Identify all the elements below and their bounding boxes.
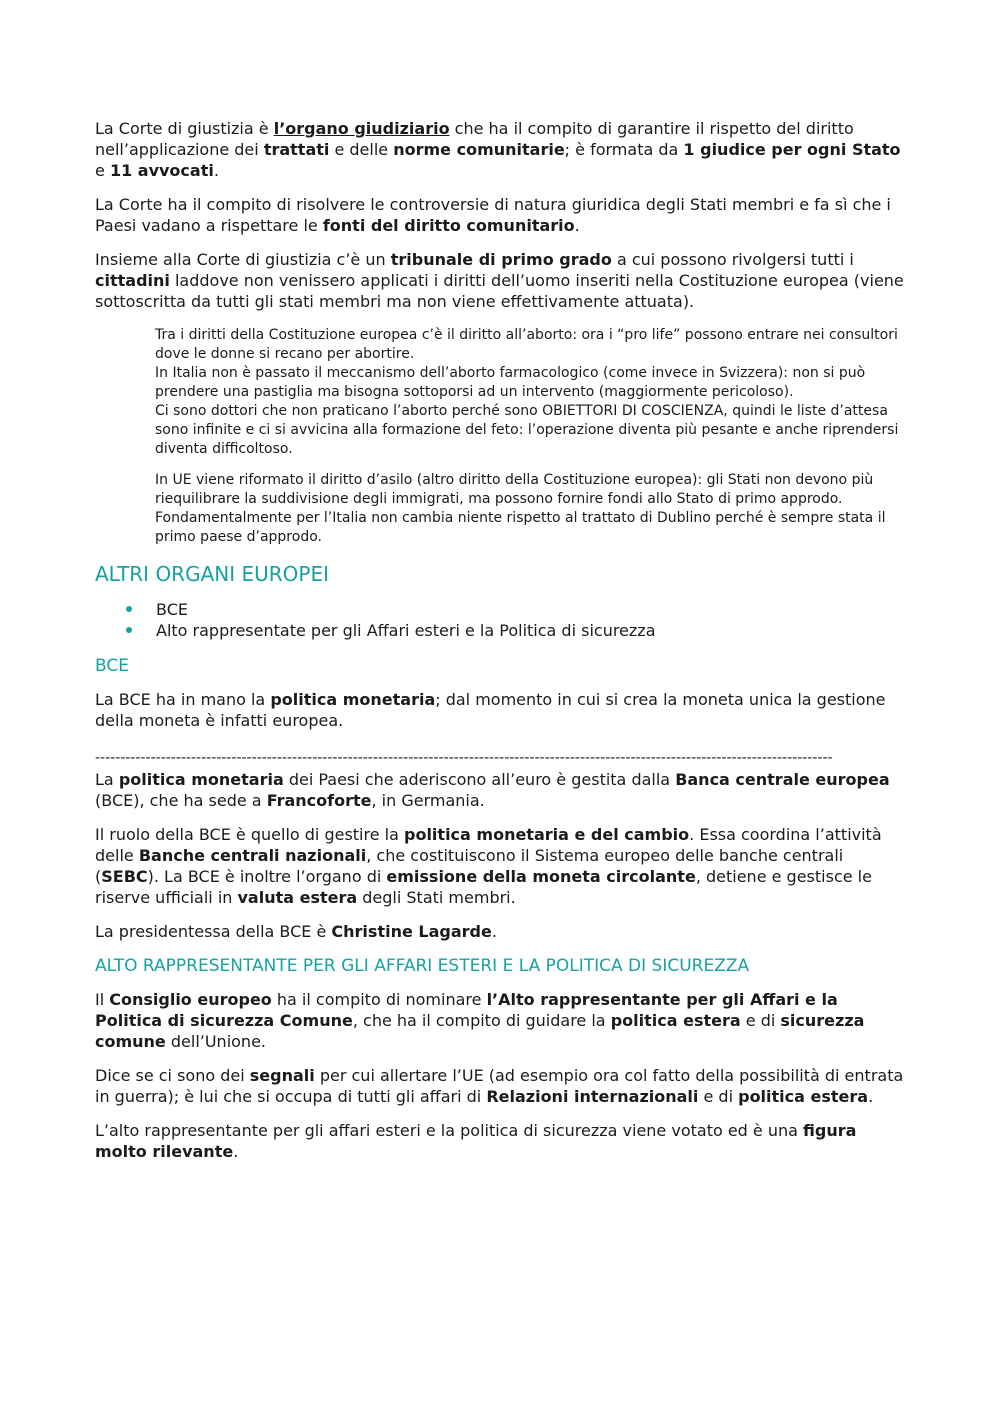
- indented-notes: [155, 326, 906, 547]
- paragraph-ruolo-bce: Il ruolo della BCE è quello di gestire la politica monetaria e del cambio. Essa coordina l’attività delle Banche centrali nazionali, che costituiscono il Sistema europeo delle banche centrali (SEBC). La BCE è inoltre l’organo di emissione della moneta circolante, detiene e gestisce le riserve ufficiali in valuta estera degli Stati membri.: [95, 825, 882, 907]
- paragraph-controversie: La Corte ha il compito di risolvere le controversie di natura giuridica degli Stati membri e fa sì che i Paesi vadano a rispettare le fonti del diritto comunitario.: [95, 195, 891, 235]
- paragraph-presidentessa: La presidentessa della BCE è Christine Lagarde.: [95, 922, 497, 941]
- paragraph-consiglio-europeo: Il Consiglio europeo ha il compito di nominare l’Alto rappresentante per gli Affari e la Politica di sicurezza Comune, che ha il compito di guidare la politica estera e di sicurezza comune dell’Unione.: [95, 990, 865, 1051]
- paragraph-banca-centrale: La politica monetaria dei Paesi che aderiscono all’euro è gestita dalla Banca centrale europea (BCE), che ha sede a Francoforte, in Germania.: [95, 770, 890, 810]
- organo-giudiziario: l’organo giudiziario: [273, 119, 450, 138]
- dashed-separator: --------------------------------------------------------------------------------------------------------------------------------------------------: [95, 750, 833, 766]
- heading-alto-rappresentante: ALTO RAPPRESENTANTE PER GLI AFFARI ESTERI E LA POLITICA DI SICUREZZA: [95, 956, 750, 976]
- heading-altri-organi: ALTRI ORGANI EUROPEI: [95, 562, 329, 586]
- note-asilo: In UE viene riformato il diritto d’asilo (altro diritto della Costituzione europea): gli Stati non devono più riequilibrare la suddivisione degli immigrati, ma possono fornire fondi allo Stato di primo approdo. Fondamentalmente per l’Italia non cambia niente rispetto al trattato di Dublino perché è sempre stata il primo paese d’approdo.: [155, 472, 886, 545]
- heading-bce: BCE: [95, 656, 129, 676]
- list-item: Alto rappresentate per gli Affari esteri e la Politica di sicurezza: [126, 620, 906, 641]
- list-item: BCE: [126, 599, 906, 620]
- organs-list: [95, 599, 906, 641]
- paragraph-segnali: Dice se ci sono dei segnali per cui allertare l’UE (ad esempio ora col fatto della possibilità di entrata in guerra); è lui che si occupa di tutti gli affari di Relazioni internazionali e di politica estera.: [95, 1066, 904, 1106]
- paragraph-tribunale: Insieme alla Corte di giustizia c’è un tribunale di primo grado a cui possono rivolgersi tutti i cittadini laddove non venissero applicati i diritti dell’uomo inseriti nella Costituzione europea (viene sottoscritta da tutti gli stati membri ma non viene effettivamente attuata).: [95, 250, 904, 311]
- bullet-icon: [126, 627, 132, 633]
- paragraph-bce-politica: La BCE ha in mano la politica monetaria; dal momento in cui si crea la moneta unica la gestione della moneta è infatti europea.: [95, 690, 886, 730]
- note-aborto: Tra i diritti della Costituzione europea c’è il diritto all’aborto: ora i “pro life” possono entrare nei consultori dove le donne si recano per abortire. In Italia non è passato il meccanismo dell’aborto farmacologico (come invece in Svizzera): non si può prendere una pastiglia ma bisogna sottoporsi ad un intervento (maggiormente pericoloso). Ci sono dottori che non praticano l’aborto perché sono OBIETTORI DI COSCIENZA, quindi le liste d’attesa sono infinite e ci si avvicina alla formazione del feto: l’operazione diventa più pesante e anche riprendersi diventa difficoltoso.: [155, 327, 899, 457]
- bullet-icon: [126, 606, 132, 612]
- paragraph-figura-rilevante: L’alto rappresentante per gli affari esteri e la politica di sicurezza viene votato ed è una figura molto rilevante.: [95, 1121, 857, 1161]
- paragraph-corte-giustizia: La Corte di giustizia è l’organo giudiziario che ha il compito di garantire il rispetto del diritto nell’applicazione dei trattati e delle norme comunitarie; è formata da 1 giudice per ogni Stato e 11 avvocati.: [95, 119, 901, 180]
